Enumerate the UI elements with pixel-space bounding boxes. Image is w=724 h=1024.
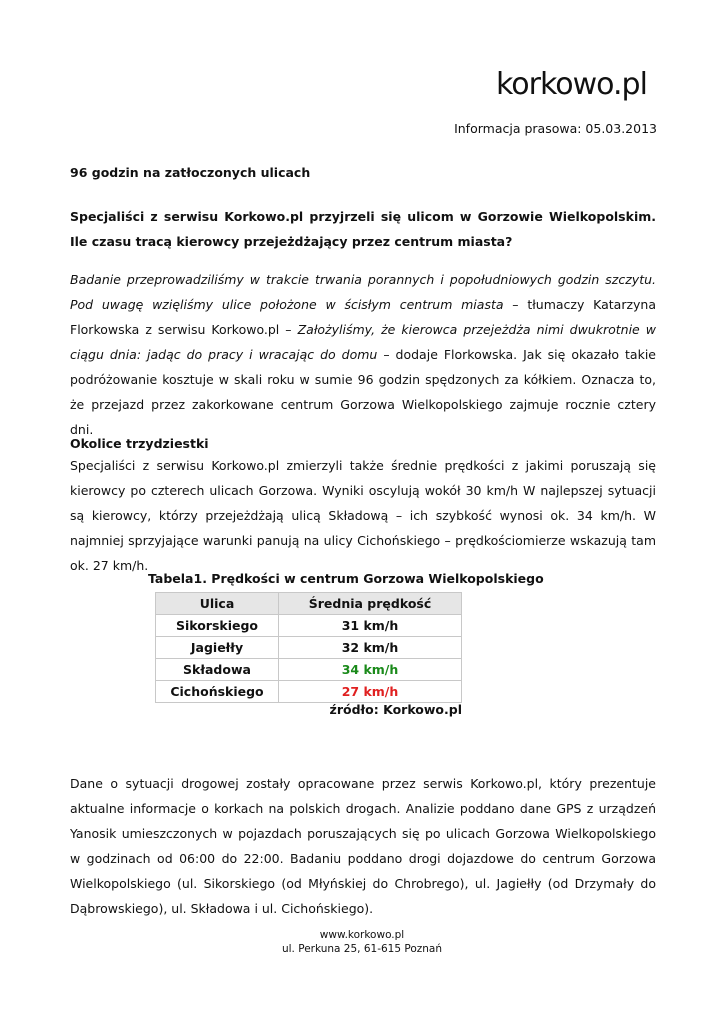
speed-cell: 34 km/h <box>279 659 462 681</box>
footer <box>0 928 724 956</box>
press-date: Informacja prasowa: 05.03.2013 <box>454 121 657 136</box>
table-row <box>156 637 462 659</box>
article-lead: Specjaliści z serwisu Korkowo.pl przyjrzeli się ulicom w Gorzowie Wielkopolskim. Ile czasu tracą kierowcy przejeżdżający przez centrum miasta? <box>70 209 656 249</box>
article-title: 96 godzin na zatłoczonych ulicach <box>70 165 311 180</box>
speed-cell: 31 km/h <box>279 615 462 637</box>
paragraph-1-text-1: – tłumaczy Katarzyna Florkowska z serwisu Korkowo.pl – <box>70 297 657 337</box>
table-header-street: Ulica <box>156 593 279 615</box>
table-row <box>156 659 462 681</box>
paragraph-3: Dane o sytuacji drogowej zostały opracowane przez serwis Korkowo.pl, który prezentuje aktualne informacje o korkach na polskich drogach. Analizie poddano dane GPS z urządzeń Yanosik umieszczonych w pojazdach poruszających się po ulicach Gorzowa Wielkopolskiego w godzinach od 06:00 do 22:00. Badaniu poddano drogi dojazdowe do centrum Gorzowa Wielkopolskiego (ul. Sikorskiego (od Młyńskiej do Chrobrego), ul. Jagiełły (od Drzymały do Dąbrowskiego), ul. Składowa i ul. Cichońskiego). <box>70 776 656 916</box>
quote-2: Założyliśmy, że kierowca przejeżdża nimi dwukrotnie w ciągu dnia: jadąc do pracy i wracając do domu <box>70 322 657 362</box>
speed-cell: 32 km/h <box>279 637 462 659</box>
paragraph-2: Specjaliści z serwisu Korkowo.pl zmierzyli także średnie prędkości z jakimi poruszają się kierowcy po czterech ulicach Gorzowa. Wyniki oscylują wokół 30 km/h W najlepszej sytuacji są kierowcy, którzy przejeżdżają ulicą Składową – ich szybkość wynosi ok. 34 km/h. W najmniej sprzyjające warunki panują na ulicy Cichońskiego – prędkościomierze wskazują tam ok. 27 km/h. <box>70 458 656 573</box>
speed-cell: 27 km/h <box>279 681 462 703</box>
speed-table <box>155 592 462 703</box>
footer-address: ul. Perkuna 25, 61-615 Poznań <box>281 943 443 955</box>
street-cell: Składowa <box>156 659 279 681</box>
street-cell: Jagiełły <box>156 637 279 659</box>
table-header-speed: Średnia prędkość <box>279 593 462 615</box>
table-row <box>156 681 462 703</box>
logo-text: korkowo.pl <box>496 67 647 102</box>
footer-website: www.korkowo.pl <box>319 929 405 941</box>
korkowo-logo-mark <box>496 66 656 106</box>
street-cell: Sikorskiego <box>156 615 279 637</box>
table-header-row <box>156 593 462 615</box>
quote-1: Badanie przeprowadziliśmy w trakcie trwania porannych i popołudniowych godzin szczytu. Pod uwagę wzięliśmy ulice położone w ścisłym centrum miasta <box>70 272 656 312</box>
street-cell: Cichońskiego <box>156 681 279 703</box>
table-row <box>156 615 462 637</box>
subheading: Okolice trzydziestki <box>70 436 209 451</box>
korkowo-logo <box>496 66 656 106</box>
table-caption: Tabela1. Prędkości w centrum Gorzowa Wielkopolskiego <box>148 571 544 586</box>
paragraph-1-text-2: – dodaje Florkowska. Jak się okazało takie podróżowanie kosztuje w skali roku w sumie 96 godzin spędzonych za kółkiem. Oznacza to, że przejazd przez zakorkowane centrum Gorzowa Wielkopolskiego zajmuje rocznie cztery dni. <box>70 347 656 437</box>
table-source: źródło: Korkowo.pl <box>329 702 462 717</box>
paragraph-1 <box>70 267 656 442</box>
